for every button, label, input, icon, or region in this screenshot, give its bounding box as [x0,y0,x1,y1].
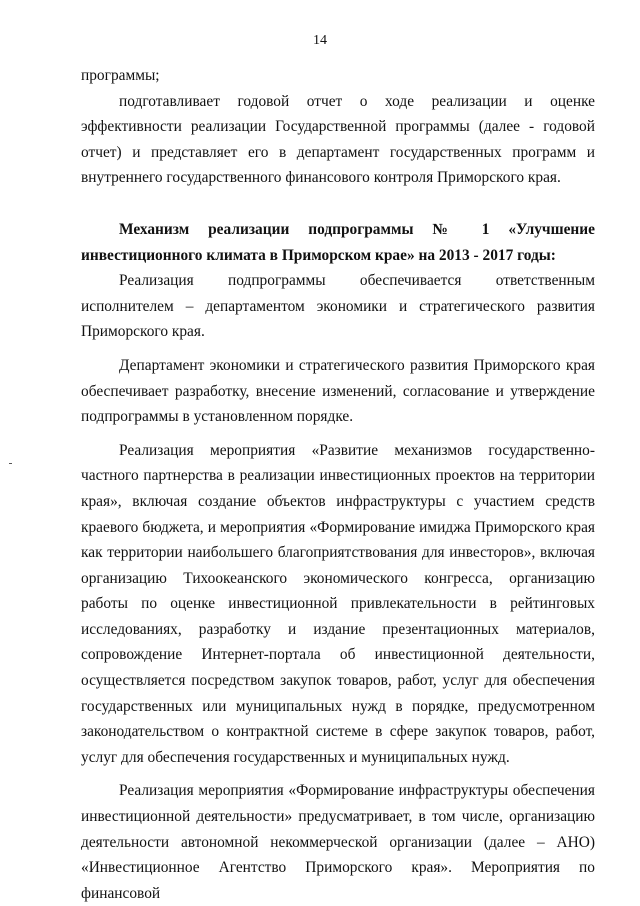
document-body [81,63,595,906]
paragraph-infrastructure: Реализация мероприятия «Формирование инфраструктуры обеспечения инвестиционной деятельности» предусматривает, в том числе, организацию деятельности автономной некоммерческой организации (далее – АНО) «Инвестиционное Агентство Приморского края». Мероприятия по финансовой [81,782,595,902]
page-number: 14 [313,33,327,48]
paragraph-annual-report: подготавливает годовой отчет о ходе реализации и оценке эффективности реализации Государственной программы (далее - годовой отчет) и представляет его в департамент государственных программ и внутреннего государственного финансового контроля Приморского края. [81,92,595,187]
paragraph-continuation: программы; [81,67,160,84]
paragraph-responsible-executor: Реализация подпрограммы обеспечивается ответственным исполнителем – департаментом экономики и стратегического развития Приморского края. [81,272,595,341]
paragraph-activities-procurement: Реализация мероприятия «Развитие механизмов государственно-частного партнерства в реализации инвестиционных проектов на территории края», включая создание объектов инфраструктуры с участием средств краевого бюджета, и мероприятия «Формирование имиджа Приморского края как территории наибольшего благоприятствования для инвесторов», включая организацию Тихоокеанского экономического конгресса, организацию работы по оценке инвестиционной привлекательности в рейтинговых исследованиях, разработку и издание презентационных материалов, сопровождение Интернет-портала об инвестиционной деятельности, осуществляется посредством закупок товаров, работ, услуг для обеспечения государственных или муниципальных нужд в порядке, предусмотренном законодательством о контрактной системе в сфере закупок товаров, работ, услуг для обеспечения государственных и муниципальных нужд. [81,441,595,766]
paragraph-department-duties: Департамент экономики и стратегического развития Приморского края обеспечивает разработку, внесение изменений, согласование и утверждение подпрограммы в установленном порядке. [81,356,595,426]
section-heading: Механизм реализации подпрограммы № 1 «Улучшение инвестиционного климата в Приморском крае» на 2013 - 2017 годы: [81,220,595,264]
margin-mark [9,463,12,464]
